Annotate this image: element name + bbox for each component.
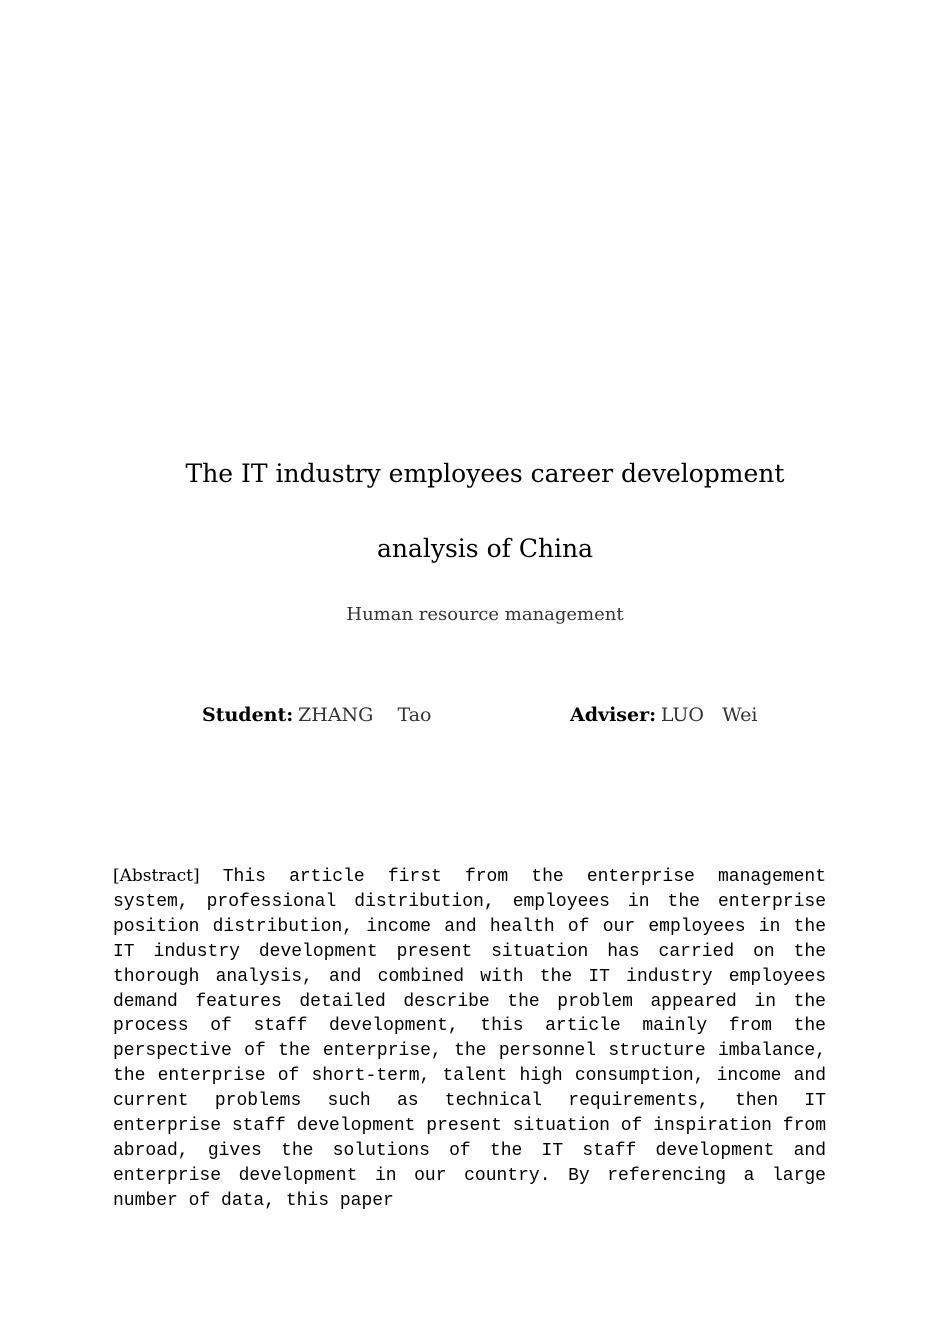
adviser-byline — [570, 702, 757, 729]
student-name: ZHANG Tao — [298, 704, 432, 726]
student-label: Student: — [202, 704, 294, 726]
abstract-text: This article first from the enterprise management system, professional distribution, employees in the enterprise position distribution, income and health of our employees in the IT industry development present situation has carried on the thorough analysis, and combined with the IT industry employees demand features detailed describe the problem appeared in the process of staff development, this article mainly from the perspective of the enterprise, the personnel structure imbalance, the enterprise of short-term, talent high consumption, income and current problems such as technical requirements, then IT enterprise staff development present situation of inspiration from abroad, gives the solutions of the IT staff development and enterprise development in our country. By referencing a large number of data, this paper — [113, 867, 826, 1211]
abstract-label: [Abstract] — [113, 866, 200, 886]
paper-title-line-2: analysis of China — [376, 534, 594, 563]
adviser-label: Adviser: — [570, 704, 657, 726]
abstract-paragraph — [113, 864, 826, 1214]
paper-subtitle: Human resource management — [346, 604, 624, 625]
adviser-name: LUO Wei — [660, 704, 758, 726]
paper-title-line-1: The IT industry employees career development — [185, 459, 785, 488]
student-byline — [202, 702, 431, 729]
